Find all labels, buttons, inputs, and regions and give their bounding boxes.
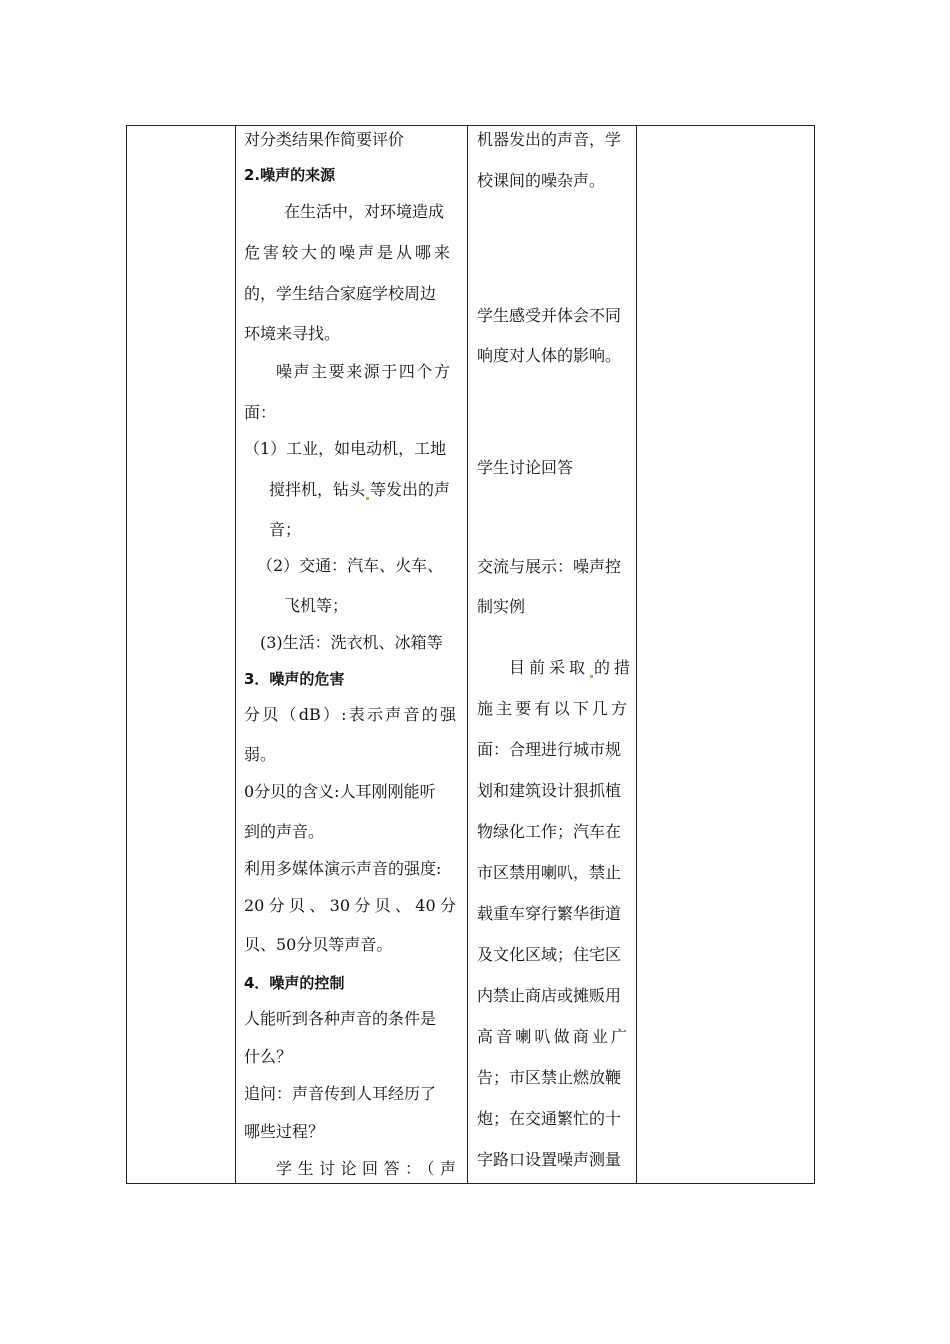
stray-mark: [366, 497, 369, 500]
text-line: 追问：声音传到人耳经历了: [244, 1084, 437, 1103]
list-item: (3)生活：洗衣机、冰箱等: [260, 633, 443, 652]
text-line: 校课间的噪杂声。: [477, 171, 606, 190]
list-item: （1）工业，如电动机，工地: [244, 439, 447, 458]
text-line: 划和建筑设计狠抓植: [477, 781, 622, 800]
list-item: 飞机等；: [284, 596, 349, 615]
text-line: 施主要有以下几方: [477, 699, 627, 718]
text-line: 机器发出的声音，学: [477, 130, 622, 149]
text-line: 人能听到各种声音的条件是: [244, 1009, 437, 1028]
text-line: 交流与展示：噪声控: [477, 557, 622, 576]
text-line: 制实例: [477, 597, 526, 616]
text-line: 响度对人体的影响。: [477, 346, 622, 365]
text-line: 告；市区禁止燃放鞭: [477, 1068, 622, 1087]
text-line: 高音喇叭做商业广: [477, 1027, 627, 1046]
cell-teacher-activity: [236, 126, 467, 1183]
text-line: 学生感受并体会不同: [477, 306, 622, 325]
text-line: 弱。: [244, 745, 277, 764]
list-item: （2）交通：汽车、火车、: [257, 556, 444, 575]
text-line: 什么？: [244, 1047, 293, 1066]
text-line: 面：合理进行城市规: [477, 740, 622, 759]
cell-stage: [127, 126, 235, 1183]
lesson-table: [126, 125, 815, 1184]
text-line: 学生讨论回答：（声: [276, 1159, 456, 1178]
text-line: 环境来寻找。: [244, 324, 341, 343]
text-line: 及文化区域；住宅区: [477, 945, 622, 964]
text-line: 哪些过程？: [244, 1122, 325, 1141]
text-line: 对分类结果作简要评价: [244, 130, 405, 149]
cell-design-intent: [637, 126, 815, 1183]
section-heading: 4．噪声的控制: [244, 974, 345, 992]
text-line: 内禁止商店或摊贩用: [477, 986, 622, 1005]
text-line: 炮；在交通繁忙的十: [477, 1109, 622, 1128]
text-line: 学生讨论回答: [477, 458, 574, 477]
text-line: 的，学生结合家庭学校周边: [244, 284, 437, 303]
cell-student-activity: [468, 126, 636, 1183]
text-line: 到的声音。: [244, 822, 325, 841]
text-line: 危害较大的噪声是从哪来: [244, 243, 450, 262]
list-item: 搅拌机，钻头 等发出的声: [269, 480, 451, 499]
text-line: 在生活中，对环境造成: [284, 202, 445, 221]
section-heading: 2.噪声的来源: [244, 166, 336, 184]
stray-mark: [590, 675, 593, 678]
text-line: 目前采取 的措: [509, 658, 635, 677]
text-line: 载重车穿行繁华街道: [477, 904, 622, 923]
list-item: 音；: [269, 520, 302, 539]
text-line: 贝、50分贝等声音。: [244, 935, 393, 954]
text-line: 市区禁用喇叭，禁止: [477, 863, 622, 882]
text-line: 字路口设置噪声测量: [477, 1150, 622, 1169]
text-line: 分贝（dB）:表示声音的强: [244, 705, 456, 724]
text-line: 利用多媒体演示声音的强度:: [244, 859, 442, 878]
section-heading: 3．噪声的危害: [244, 670, 345, 688]
text-line: 0分贝的含义:人耳刚刚能听: [244, 782, 436, 801]
text-line: 噪声主要来源于四个方: [276, 362, 450, 381]
text-line: 物绿化工作；汽车在: [477, 822, 622, 841]
text-line: 面：: [244, 403, 277, 422]
text-line: 20分贝、30分贝、40分: [244, 896, 456, 915]
